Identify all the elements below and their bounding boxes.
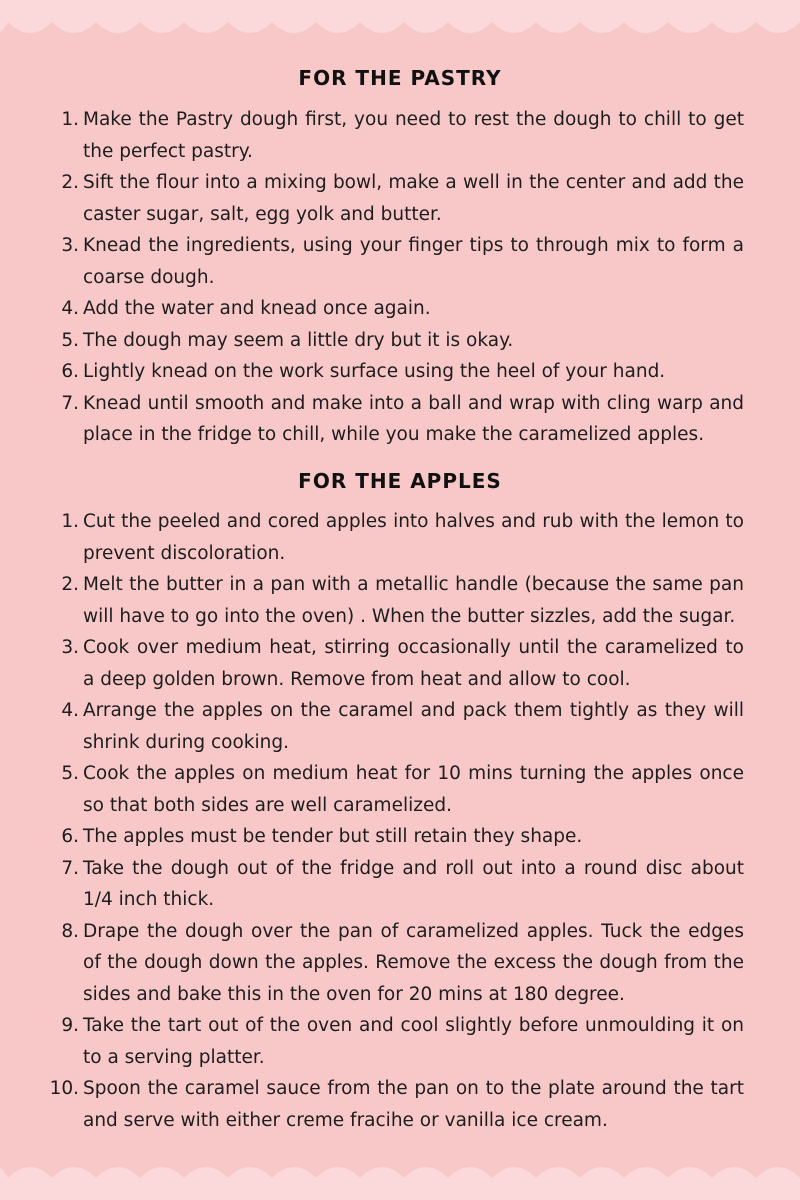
step-text: Cut the peeled and cored apples into halves and rub with the lemon to prevent discoloration. [83, 511, 744, 564]
step-text: Knead until smooth and make into a ball and wrap with cling warp and place in the fridge to chill, while you make the caramelized apples. [83, 392, 744, 445]
step-number: 7. [61, 392, 79, 414]
step-text: The apples must be tender but still retain they shape. [83, 826, 583, 847]
step-text: Spoon the caramel sauce from the pan on to the plate around the tart and serve with either creme fracihe or vanilla ice cream. [83, 1078, 744, 1131]
step-text: Add the water and knead once again. [83, 298, 431, 319]
apples-heading: FOR THE APPLES [298, 469, 502, 493]
step-number: 9. [61, 1015, 79, 1036]
step-number: 8. [61, 920, 79, 942]
step-number: 4. [61, 700, 79, 721]
step-number: 2. [61, 574, 79, 595]
step-number: 4. [61, 298, 79, 319]
list-item [0, 821, 800, 853]
step-text: The dough may seem a little dry but it is okay. [83, 329, 514, 351]
step-number: 5. [61, 763, 79, 784]
list-item [0, 230, 800, 293]
step-number: 6. [61, 361, 79, 382]
list-item [0, 853, 800, 916]
list-item [0, 293, 800, 325]
list-item [0, 916, 800, 1011]
list-item [0, 569, 800, 632]
step-text: Drape the dough over the pan of caramelized apples. Tuck the edges of the dough down the apples. Remove the excess the dough from the sides and bake this in the oven for 20 mins at 180 degree. [83, 920, 744, 1005]
step-number: 2. [61, 172, 79, 193]
list-item [0, 167, 800, 230]
list-item [0, 356, 800, 388]
step-number: 5. [61, 329, 79, 351]
list-item [0, 388, 800, 451]
step-text: Cook over medium heat, stirring occasionally until the caramelized to a deep golden brown. Remove from heat and allow to cool. [83, 637, 744, 690]
list-item [0, 104, 800, 167]
step-text: Take the tart out of the oven and cool slightly before unmoulding it on to a serving platter. [83, 1015, 744, 1068]
list-item [0, 758, 800, 821]
list-item [0, 325, 800, 357]
step-text: Arrange the apples on the caramel and pack them tightly as they will shrink during cooking. [83, 700, 744, 753]
list-item [0, 1010, 800, 1073]
step-text: Lightly knead on the work surface using the heel of your hand. [83, 361, 666, 382]
apples-steps-list [0, 506, 800, 1136]
step-number: 7. [61, 857, 79, 879]
list-item [0, 632, 800, 695]
step-text: Sift the flour into a mixing bowl, make a well in the center and add the caster sugar, salt, egg yolk and butter. [83, 172, 744, 225]
step-number: 6. [61, 826, 79, 847]
step-text: Melt the butter in a pan with a metallic handle (because the same pan will have to go into the oven) . When the butter sizzles, add the sugar. [83, 574, 744, 627]
list-item [0, 1073, 800, 1136]
step-number: 1. [61, 109, 79, 130]
pastry-heading: FOR THE PASTRY [298, 66, 502, 90]
step-text: Take the dough out of the fridge and roll out into a round disc about 1/4 inch thick. [83, 857, 744, 910]
step-text: Knead the ingredients, using your finger tips to through mix to form a coarse dough. [83, 235, 744, 288]
step-number: 1. [61, 511, 79, 532]
pastry-steps-list [0, 104, 800, 451]
step-text: Make the Pastry dough first, you need to rest the dough to chill to get the perfect pastry. [83, 109, 744, 162]
step-number: 3. [61, 235, 79, 256]
list-item [0, 695, 800, 758]
step-number: 10. [49, 1078, 79, 1099]
step-number: 3. [61, 637, 79, 658]
list-item [0, 506, 800, 569]
step-text: Cook the apples on medium heat for 10 mins turning the apples once so that both sides are well caramelized. [83, 763, 744, 816]
